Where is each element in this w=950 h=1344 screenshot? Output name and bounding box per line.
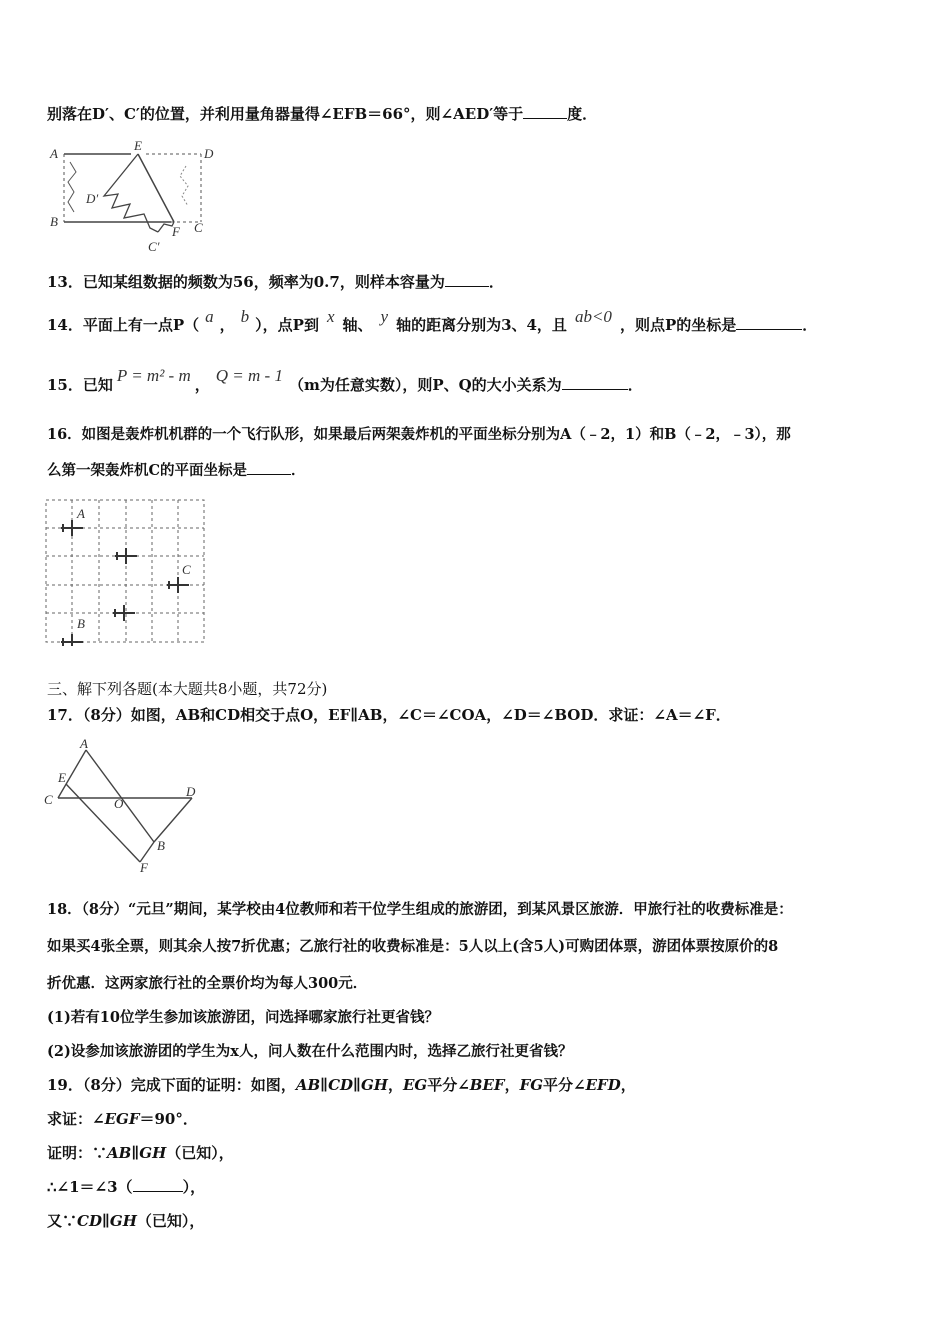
q16-line-2 [47,459,306,480]
q14-x: x [326,307,335,326]
q19-p3b: （已知）， [136,1212,205,1230]
q19-t1: 19．（8分）完成下面的证明：如图， [47,1076,296,1094]
q16-label-A: A [77,506,85,521]
q19-t4: ， [504,1076,520,1094]
q19-m5: EFD [585,1076,621,1094]
q15-comma: ， [194,376,210,394]
q19-t3: 平分∠ [427,1076,470,1094]
q12-label-A: A [50,146,58,161]
q12-label-E: E [134,138,142,153]
q14-line [47,307,818,335]
q16-grid-figure [44,498,208,646]
q17-label-D: D [186,784,196,799]
q12-unit: 度． [567,105,598,123]
q16-end: ． [291,462,306,479]
q12-label-F: F [172,224,180,239]
q14-text-2: ），点P到 [255,316,319,334]
q12-label-D-prime: D′ [86,191,99,206]
q15-line [47,366,643,395]
q17-label-B: B [157,838,165,853]
q19-proof-1 [47,1142,234,1163]
q16-blank [247,474,291,475]
q19-m3: BEF [469,1076,505,1094]
q15-Q: Q = m - 1 [215,366,283,385]
q15-text-2: （m为任意实数），则P、Q的大小关系为 [288,376,562,394]
q14-text-3: 轴、 [342,316,373,334]
q19-p2b: ）， [182,1178,206,1196]
q19-line-1 [47,1074,636,1095]
q14-blank [736,329,802,330]
q19-prove [47,1108,198,1129]
q15-end: ． [627,376,643,394]
q12-text: 别落在D′、C′的位置，并利用量角器量得∠EFB＝66°，则∠AED′等于 [47,105,524,123]
q18-sub-1: (1)若有10位学生参加该旅游团，问选择哪家旅行社更省钱？ [47,1009,439,1026]
q14-y: y [380,307,389,326]
q17-figure [42,738,202,874]
q19-t2: ， [387,1076,403,1094]
q19-prove-a: 求证：∠ [47,1110,105,1128]
q13-text: 13．已知某组数据的频数为56，频率为0.7，则样本容量为 [47,273,445,291]
plane-B-icon [61,634,83,646]
q19-p1b: （已知）， [166,1144,234,1162]
q19-blank [133,1191,183,1192]
q13-line [47,271,504,292]
q17-text: 17．（8分）如图，AB和CD相交于点O，EF∥AB，∠C＝∠COA，∠D＝∠BOD．求证：∠A＝∠F． [47,706,731,724]
q19-p3a: 又∵ [47,1212,78,1230]
q17-label-C: C [44,792,53,807]
q14-comma: ， [219,316,235,334]
q18-line-2: 如果买4张全票，则其余人按7折优惠；乙旅行社的收费标准是：5人以上(含5人)可购团体票，游团体票按原价的8 [47,938,779,955]
q15-P: P = m² - m [116,366,191,385]
q14-text-4: 轴的距离分别为3、4，且 [396,316,567,334]
q19-prove-m: EGF [104,1110,140,1128]
q13-blank [445,286,489,287]
q12-figure [46,136,221,258]
plane-C-icon [167,577,189,593]
q17-label-O: O [114,796,124,811]
section-3-heading: 三、解下列各题(本大题共8小题，共72分) [47,680,328,698]
q14-text-1: 14．平面上有一点P（ [47,316,200,334]
plane-2-icon [115,548,137,564]
q14-cond: ab<0 [574,307,612,326]
q13-end: ． [488,273,504,291]
q19-p1m: AB∥GH [107,1144,167,1162]
q15-text-1: 15．已知 [47,376,113,394]
q19-m2: EG [402,1076,428,1094]
q19-p1a: 证明：∵ [47,1144,108,1162]
q12-line [47,103,597,124]
q19-t5: 平分∠ [543,1076,586,1094]
q17-label-A: A [80,738,88,751]
q17-label-F: F [140,860,148,874]
q12-blank [523,118,567,119]
q19-p3m: CD∥GH [77,1212,137,1230]
q12-label-D: D [204,146,214,161]
q17-label-E: E [58,770,66,785]
q18-sub-2: (2)设参加该旅游团的学生为x人，问人数在什么范围内时，选择乙旅行社更省钱？ [47,1043,573,1060]
plane-4-icon [113,605,135,621]
q19-m1: AB∥CD∥GH [295,1076,388,1094]
q18-line-3: 折优惠．这两家旅行社的全票价均为每人300元． [47,975,368,992]
q14-a: a [205,307,214,326]
q14-b: b [240,307,250,326]
q19-m4: FG [519,1076,544,1094]
q12-label-C: C [194,220,203,235]
q14-end: ． [802,316,818,334]
q14-text-5: ，则点P的坐标是 [619,316,737,334]
q19-proof-2 [47,1176,205,1197]
q16-text: 么第一架轰炸机C的平面坐标是 [47,462,248,479]
q16-label-B: B [77,616,85,631]
q16-label-C: C [182,562,191,577]
q19-proof-3 [47,1210,204,1231]
q19-p2a: ∴∠1＝∠3（ [47,1178,133,1196]
q12-label-C-prime: C′ [148,239,160,254]
q19-prove-b: ＝90°． [139,1110,198,1128]
q19-t6: ， [620,1076,636,1094]
q18-line-1: 18．（8分）“元旦”期间，某学校由4位教师和若干位学生组成的旅游团，到某风景区旅游．甲旅行社的收费标准是： [47,901,793,918]
plane-A-icon [61,520,83,536]
q16-line-1: 16．如图是轰炸机机群的一个飞行队形，如果最后两架轰炸机的平面坐标分别为A（﹣2，1）和B（﹣2，﹣3），那 [47,426,791,443]
q15-blank [562,389,628,390]
q12-label-B: B [50,214,58,229]
